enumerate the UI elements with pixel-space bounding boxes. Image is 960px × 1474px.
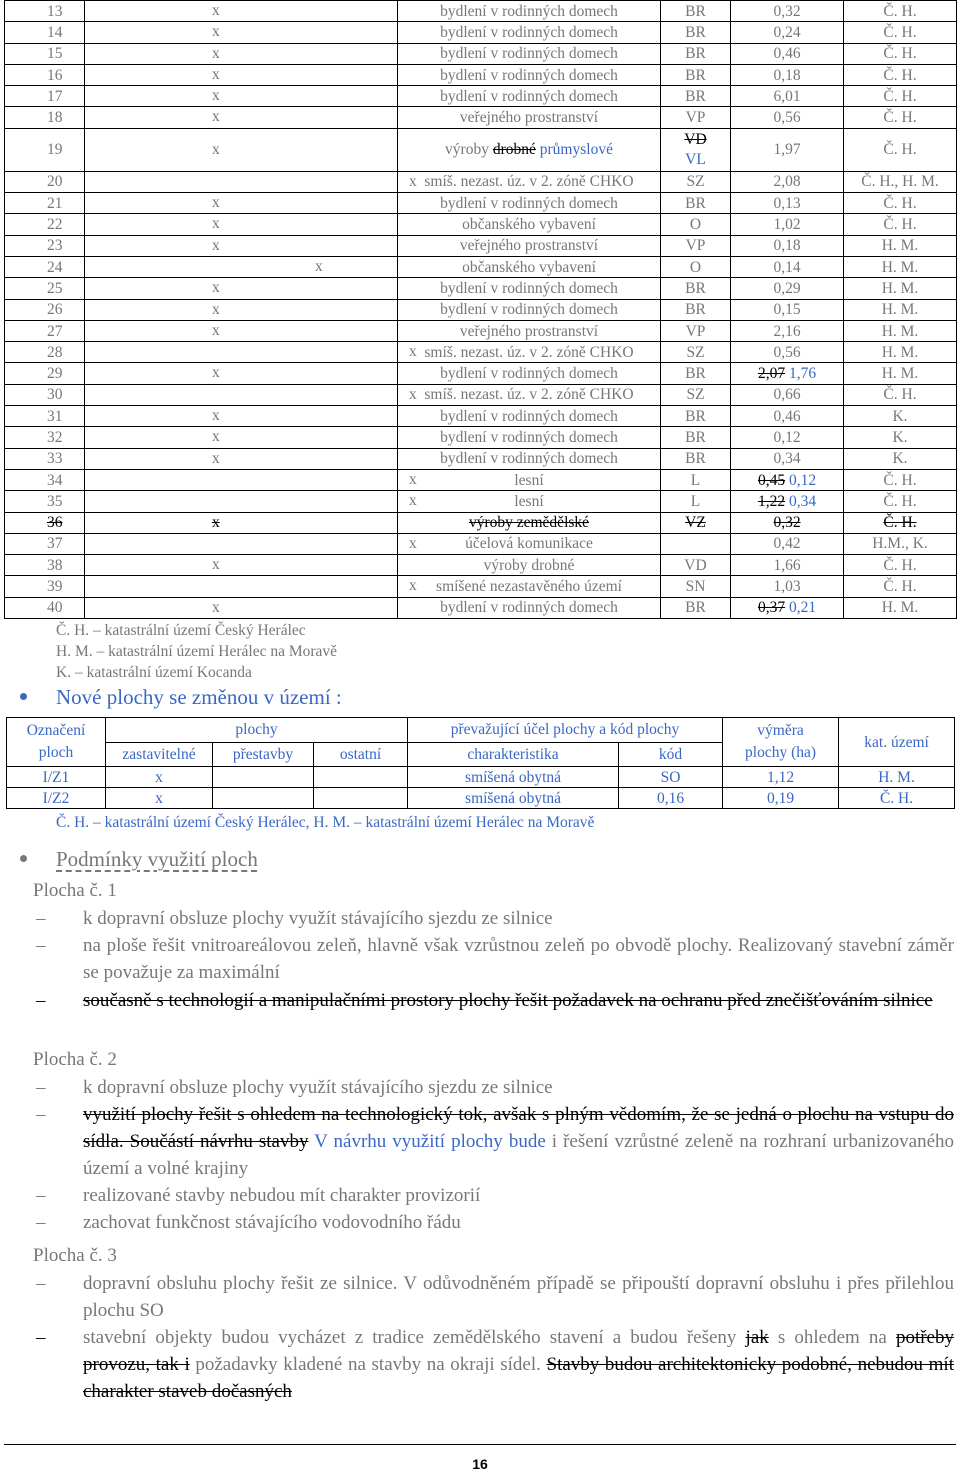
row-cadastre: H. M. [844, 299, 957, 320]
header-prestavby: přestavby [213, 742, 314, 767]
row-number: 40 [5, 597, 85, 618]
row-code: BR [661, 64, 731, 85]
table-row [5, 491, 957, 512]
table-row [5, 278, 957, 299]
table-row [5, 448, 957, 469]
type-mark: x [212, 364, 220, 382]
row-cadastre: H. M. [844, 597, 957, 618]
row-use: občanského vybavení [398, 214, 661, 235]
table-row [5, 214, 957, 235]
row-type-cell [85, 256, 398, 277]
row-type-cell [85, 278, 398, 299]
row-number: 37 [5, 533, 85, 554]
table-row: I/Z2 x smíšená obytná 0,16 0,19 Č. H. [7, 788, 955, 809]
row-code: BR [661, 86, 731, 107]
row-type-cell [85, 43, 398, 64]
row-number: 32 [5, 427, 85, 448]
row-cadastre: H. M. [844, 363, 957, 384]
row-area: 0,18 [731, 235, 844, 256]
bullet-icon [20, 855, 27, 862]
type-mark: x [212, 428, 220, 446]
row-use: lesní [398, 469, 661, 490]
table-row [5, 597, 957, 618]
row-number: 21 [5, 193, 85, 214]
row-area: 0,13 [731, 193, 844, 214]
table-row [5, 342, 957, 363]
table-row [5, 555, 957, 576]
row-code: BR [661, 597, 731, 618]
row-code: L [661, 491, 731, 512]
table-row [5, 427, 957, 448]
table-row [5, 43, 957, 64]
type-mark: x [212, 87, 220, 105]
row-cadastre: H. M. [844, 278, 957, 299]
new-areas-table [6, 717, 955, 809]
row-type-cell [85, 384, 417, 405]
row-use: občanského vybavení [398, 256, 661, 277]
row-code: VP [661, 107, 731, 128]
row-number: 38 [5, 555, 85, 576]
type-mark: x [212, 321, 220, 339]
type-mark: x [212, 598, 220, 616]
row-number: 19 [5, 128, 85, 171]
type-mark: x [212, 2, 220, 19]
row-area: 0,46 [731, 43, 844, 64]
legend-line-ch: Č. H. – katastrální území Český Herálec [56, 622, 306, 639]
row-type-cell [85, 1, 398, 22]
row-use: bydlení v rodinných domech [398, 597, 661, 618]
row-cadastre: H. M. [844, 342, 957, 363]
row-use: lesní [398, 491, 661, 512]
row-area: 0,37 0,21 [731, 597, 844, 618]
header-ostatni: ostatní [314, 742, 408, 767]
row-code: VD VL [661, 128, 731, 171]
table-row [5, 235, 957, 256]
row-area: 0,42 [731, 533, 844, 554]
footer-divider [4, 1444, 956, 1445]
row-type-cell [85, 171, 417, 192]
plocha-2-item-2: – využití plochy řešit s ohledem na technologický tok, avšak s plným vědomím, že se jedná o plochu na vstupu do sídla. Součástí návrhu stavby V návrhu využití plochy bude i řešení vzrůstné zeleně na rozhraní urbanizovaného území a volné krajiny [36, 1104, 954, 1179]
row-code: BR [661, 448, 731, 469]
row-cadastre: Č. H. [844, 107, 957, 128]
row-area: 0,45 0,12 [731, 469, 844, 490]
row-number: 24 [5, 256, 85, 277]
row-type-cell [85, 576, 417, 597]
row-type-cell [85, 448, 398, 469]
type-mark: x [212, 556, 220, 574]
table-row [5, 171, 957, 192]
row-type-cell [85, 533, 417, 554]
row-area: 6,01 [731, 86, 844, 107]
type-mark: x [409, 492, 417, 510]
type-mark: x [212, 279, 220, 297]
table-row [5, 533, 957, 554]
row-use: bydlení v rodinných domech [398, 406, 661, 427]
table-row: I/Z1 x smíšená obytná SO 1,12 H. M. [7, 767, 955, 788]
type-mark: x [409, 172, 417, 190]
legend-line-2: Č. H. – katastrální území Český Herálec, H. M. – katastrální území Herálec na Moravě [56, 814, 595, 831]
row-code: BR [661, 43, 731, 64]
plocha-2-item-1: – k dopravní obsluze plochy využít stávajícího sjezdu ze silnice [36, 1077, 553, 1098]
row-area: 0,12 [731, 427, 844, 448]
plocha-1-item-1: – k dopravní obsluze plochy využít stávajícího sjezdu ze silnice [36, 908, 553, 929]
heading-conditions: Podmínky využití ploch [20, 847, 258, 872]
row-number: 31 [5, 406, 85, 427]
type-mark: x [212, 449, 220, 467]
row-cadastre: Č. H. [844, 64, 957, 85]
row-code: SZ [661, 384, 731, 405]
row-use: bydlení v rodinných domech [398, 43, 661, 64]
row-cadastre: H. M. [844, 256, 957, 277]
table-row [5, 22, 957, 43]
row-area: 2,08 [731, 171, 844, 192]
row-cadastre: H. M. [844, 320, 957, 341]
row-use: výroby drobné průmyslové [398, 128, 661, 171]
row-cadastre: K. [844, 448, 957, 469]
row-area: 0,24 [731, 22, 844, 43]
row-use: veřejného prostranství [398, 235, 661, 256]
table-row [5, 469, 957, 490]
plocha-3-title: Plocha č. 3 [33, 1245, 117, 1266]
row-use: bydlení v rodinných domech [398, 278, 661, 299]
row-cadastre: Č. H. [844, 469, 957, 490]
table-row [5, 299, 957, 320]
header-charakteristika: charakteristika [408, 742, 619, 767]
row-type-cell [85, 107, 398, 128]
row-type-cell [85, 469, 417, 490]
row-area: 1,22 0,34 [731, 491, 844, 512]
row-number: 35 [5, 491, 85, 512]
row-number: 16 [5, 64, 85, 85]
header-zastavitelne: zastavitelné [106, 742, 213, 767]
row-use: bydlení v rodinných domech [398, 86, 661, 107]
row-code: O [661, 214, 731, 235]
row-use: účelová komunikace [398, 533, 661, 554]
type-mark: x [212, 108, 220, 126]
row-type-cell [85, 193, 398, 214]
header-oznaceni: Označení ploch [7, 718, 106, 767]
row-cadastre: Č. H. [844, 214, 957, 235]
row-cadastre: Č. H. [844, 576, 957, 597]
areas-table [4, 0, 957, 619]
plocha-3-item-1: – dopravní obsluhu plochy řešit ze silnice. V odůvodněném případě se připouští dopravní obsluhu i přes přilehlou plochu SO [36, 1273, 954, 1321]
row-number: 22 [5, 214, 85, 235]
row-type-cell [85, 342, 417, 363]
row-number: 15 [5, 43, 85, 64]
type-mark: x [212, 236, 220, 254]
row-type-cell [85, 214, 398, 235]
row-area: 2,16 [731, 320, 844, 341]
row-use: smíšené nezastavěného území [398, 576, 661, 597]
header-ucel: převažující účel plochy a kód plochy [408, 718, 723, 743]
table-row [5, 406, 957, 427]
row-area: 1,02 [731, 214, 844, 235]
row-type-cell [85, 555, 398, 576]
row-code: L [661, 469, 731, 490]
row-number: 29 [5, 363, 85, 384]
row-cadastre: Č. H. [844, 86, 957, 107]
row-use: výroby drobné [398, 555, 661, 576]
row-code: BR [661, 406, 731, 427]
row-cadastre: Č. H., H. M. [844, 171, 957, 192]
table-row [5, 107, 957, 128]
row-area: 0,29 [731, 278, 844, 299]
plocha-2-title: Plocha č. 2 [33, 1049, 117, 1070]
header-vymera: výměra plochy (ha) [723, 718, 839, 767]
row-type-cell [85, 22, 398, 43]
row-number: 14 [5, 22, 85, 43]
row-cadastre: Č. H. [844, 491, 957, 512]
row-area: 0,18 [731, 64, 844, 85]
type-mark: x [212, 215, 220, 233]
row-code: VP [661, 320, 731, 341]
heading-new-areas: Nové plochy se změnou v území : [20, 685, 342, 710]
row-number: 39 [5, 576, 85, 597]
type-mark: x [212, 513, 220, 531]
type-mark: x [212, 300, 220, 318]
row-area: 1,66 [731, 555, 844, 576]
row-number: 27 [5, 320, 85, 341]
legend-line-k: K. – katastrální území Kocanda [56, 664, 252, 681]
row-type-cell [85, 597, 398, 618]
row-use: bydlení v rodinných domech [398, 448, 661, 469]
type-mark: x [409, 470, 417, 488]
row-use: smíš. nezast. úz. v 2. zóně CHKO [398, 384, 661, 405]
table-row [5, 128, 957, 171]
row-type-cell [85, 512, 398, 533]
areas-table-body [5, 1, 957, 619]
row-number: 13 [5, 1, 85, 22]
row-cadastre: Č. H. [844, 512, 957, 533]
row-area: 0,32 [731, 512, 844, 533]
row-cadastre: K. [844, 406, 957, 427]
row-area: 0,32 [731, 1, 844, 22]
row-code: BR [661, 427, 731, 448]
row-area: 0,46 [731, 406, 844, 427]
type-mark: x [315, 257, 323, 275]
row-code [661, 533, 731, 554]
row-area: 0,66 [731, 384, 844, 405]
row-use: veřejného prostranství [398, 320, 661, 341]
row-cadastre: H. M. [844, 235, 957, 256]
row-use: výroby zemědělské [398, 512, 661, 533]
row-type-cell [85, 128, 398, 171]
row-number: 25 [5, 278, 85, 299]
row-cadastre: Č. H. [844, 22, 957, 43]
row-area: 0,56 [731, 107, 844, 128]
row-type-cell [85, 299, 398, 320]
legend-line-hm: H. M. – katastrální území Herálec na Moravě [56, 643, 338, 660]
row-code: BR [661, 363, 731, 384]
type-mark: x [212, 407, 220, 425]
table-row [5, 86, 957, 107]
row-type-cell [85, 86, 398, 107]
type-mark: x [212, 65, 220, 83]
row-type-cell [85, 363, 398, 384]
row-cadastre: Č. H. [844, 555, 957, 576]
plocha-2-item-3: – realizované stavby nebudou mít charakter provizorií [36, 1185, 481, 1206]
row-use: smíš. nezast. úz. v 2. zóně CHKO [398, 342, 661, 363]
row-area: 0,14 [731, 256, 844, 277]
table-row [5, 363, 957, 384]
row-type-cell [85, 427, 398, 448]
row-use: bydlení v rodinných domech [398, 64, 661, 85]
row-number: 20 [5, 171, 85, 192]
row-number: 30 [5, 384, 85, 405]
row-area: 0,34 [731, 448, 844, 469]
type-mark: x [212, 44, 220, 62]
row-number: 34 [5, 469, 85, 490]
table-row [5, 576, 957, 597]
header-kat: kat. území [839, 718, 955, 767]
bullet-icon [20, 693, 27, 700]
row-cadastre: Č. H. [844, 1, 957, 22]
row-use: bydlení v rodinných domech [398, 299, 661, 320]
row-type-cell [85, 406, 398, 427]
row-use: smíš. nezast. úz. v 2. zóně CHKO [398, 171, 661, 192]
row-use: bydlení v rodinných domech [398, 363, 661, 384]
table-row [5, 193, 957, 214]
header-plochy: plochy [106, 718, 408, 743]
row-type-cell [85, 320, 398, 341]
row-number: 26 [5, 299, 85, 320]
row-use: bydlení v rodinných domech [398, 427, 661, 448]
row-code: BR [661, 278, 731, 299]
type-mark: x [409, 534, 417, 552]
row-cadastre: Č. H. [844, 384, 957, 405]
page-number: 16 [472, 1456, 488, 1472]
row-cadastre: Č. H. [844, 128, 957, 171]
row-number: 36 [5, 512, 85, 533]
table-row [5, 256, 957, 277]
row-use: bydlení v rodinných domech [398, 193, 661, 214]
plocha-3-item-2: – stavební objekty budou vycházet z tradice zemědělského stavení a budou řešeny jak s ohledem na potřeby provozu, tak i požadavky kladené na stavby na okraji sídel. Stavby budou architektonicky podobné, nebudou mít charakter staveb dočasných [36, 1327, 954, 1402]
plocha-2-item-4: – zachovat funkčnost stávajícího vodovodního řádu [36, 1212, 461, 1233]
row-code: BR [661, 1, 731, 22]
row-code: VZ [661, 512, 731, 533]
table-row [5, 1, 957, 22]
row-area: 0,56 [731, 342, 844, 363]
row-number: 17 [5, 86, 85, 107]
row-area: 1,97 [731, 128, 844, 171]
row-cadastre: Č. H. [844, 43, 957, 64]
row-area: 1,03 [731, 576, 844, 597]
row-type-cell [85, 491, 417, 512]
row-code: SZ [661, 171, 731, 192]
row-area: 2,07 1,76 [731, 363, 844, 384]
row-use: bydlení v rodinných domech [398, 22, 661, 43]
header-kod: kód [619, 742, 723, 767]
row-cadastre: K. [844, 427, 957, 448]
row-number: 23 [5, 235, 85, 256]
type-mark: x [212, 23, 220, 41]
row-number: 33 [5, 448, 85, 469]
row-code: BR [661, 299, 731, 320]
type-mark: x [409, 577, 417, 595]
type-mark: x [409, 385, 417, 403]
type-mark: x [212, 194, 220, 212]
row-cadastre: Č. H. [844, 193, 957, 214]
row-code: SN [661, 576, 731, 597]
plocha-1-item-2: – na ploše řešit vnitroareálovou zeleň, hlavně však vzrůstnou zeleň po obvodě plochy. Realizovaný stavební záměr se považuje za maximální [36, 935, 954, 983]
row-code: VP [661, 235, 731, 256]
row-code: O [661, 256, 731, 277]
row-code: SZ [661, 342, 731, 363]
type-mark: x [409, 343, 417, 361]
table-row [5, 384, 957, 405]
row-area: 0,15 [731, 299, 844, 320]
row-code: BR [661, 193, 731, 214]
row-code: VD [661, 555, 731, 576]
type-mark: x [212, 140, 220, 158]
plocha-1-item-3: – současně s technologií a manipulačními prostory plochy řešit požadavek na ochranu před znečišťováním silnice [36, 990, 933, 1011]
table-row [5, 320, 957, 341]
row-number: 28 [5, 342, 85, 363]
row-use: veřejného prostranství [398, 107, 661, 128]
row-type-cell [85, 64, 398, 85]
row-cadastre: H.M., K. [844, 533, 957, 554]
table-row [5, 512, 957, 533]
plocha-1-title: Plocha č. 1 [33, 880, 117, 901]
table-row [5, 64, 957, 85]
row-number: 18 [5, 107, 85, 128]
row-code: BR [661, 22, 731, 43]
row-type-cell [85, 235, 398, 256]
row-use: bydlení v rodinných domech [398, 1, 661, 22]
